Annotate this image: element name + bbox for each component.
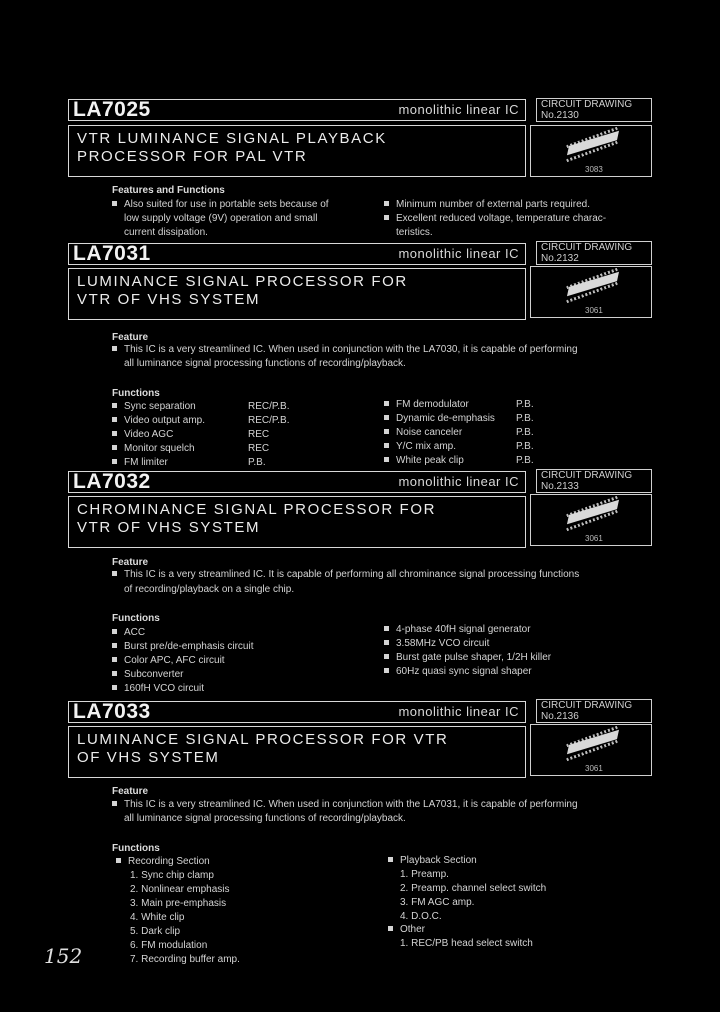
bullet-icon [112, 417, 117, 422]
la7031-function-left-mode: REC [248, 429, 270, 440]
bullet-icon [112, 571, 117, 576]
bullet-icon [384, 415, 389, 420]
la7025-title-line1: VTR LUMINANCE SIGNAL PLAYBACK [77, 130, 387, 147]
la7033-functions-heading: Functions [112, 843, 160, 854]
la7033-cd-label: CIRCUIT DRAWING [541, 700, 633, 711]
la7031-function-right-mode: P.B. [516, 399, 534, 410]
la7031-function-left: Video AGC [112, 428, 173, 442]
la7031-feature-heading: Feature [112, 332, 149, 343]
la7032-function-left: 160fH VCO circuit [112, 682, 204, 696]
bullet-icon [384, 201, 389, 206]
la7031-title-line1: LUMINANCE SIGNAL PROCESSOR FOR [77, 273, 408, 290]
la7025-circuit-drawing [536, 98, 652, 122]
la7031-function-right: Dynamic de-emphasis [384, 412, 495, 426]
bullet-icon [112, 801, 117, 806]
la7031-part-number: LA7031 [73, 242, 151, 265]
la7033-rec-item: 3. Main pre-emphasis [130, 898, 227, 909]
la7033-package [530, 724, 652, 776]
la7031-circuit-drawing [536, 241, 652, 265]
bullet-icon [112, 685, 117, 690]
la7033-package-number: 3061 [585, 764, 603, 773]
la7025-header [68, 99, 526, 121]
la7033-ic-type: monolithic linear IC [398, 704, 519, 719]
bullet-icon [388, 857, 393, 862]
la7032-function-right: Burst gate pulse shaper, 1/2H killer [384, 651, 551, 665]
la7031-title-line2: VTR OF VHS SYSTEM [77, 291, 261, 308]
bullet-icon [112, 643, 117, 648]
la7033-pb-item: 1. Preamp. [400, 869, 449, 880]
la7033-rec-item: 2. Nonlinear emphasis [130, 884, 230, 895]
la7025-section-title: Features and Functions [112, 185, 225, 196]
la7033-feature: This IC is a very streamlined IC. When used in conjunction with the LA7031, it is capable of performing [112, 798, 578, 812]
la7031-function-left: FM limiter [112, 456, 168, 470]
la7032-package [530, 494, 652, 546]
la7033-feature-heading: Feature [112, 786, 149, 797]
la7032-function-right: 4-phase 40fH signal generator [384, 623, 531, 637]
la7033-pb-item: 4. D.O.C. [400, 911, 442, 922]
bullet-icon [384, 215, 389, 220]
la7033-part-number: LA7033 [73, 700, 151, 723]
la7032-function-right: 3.58MHz VCO circuit [384, 637, 489, 651]
la7033-title-line1: LUMINANCE SIGNAL PROCESSOR FOR VTR [77, 731, 449, 748]
la7032-package-number: 3061 [585, 534, 603, 543]
la7032-circuit-drawing [536, 469, 652, 493]
la7033-rec-item: 7. Recording buffer amp. [130, 954, 240, 965]
la7031-function-left-mode: REC [248, 443, 270, 454]
la7025-title-line2: PROCESSOR FOR PAL VTR [77, 148, 308, 165]
la7032-header [68, 471, 526, 493]
la7031-function-left-mode: P.B. [248, 457, 266, 468]
la7031-function-right: White peak clip [384, 454, 464, 468]
la7031-function-left: Monitor squelch [112, 442, 195, 456]
bullet-icon [384, 401, 389, 406]
bullet-icon [112, 657, 117, 662]
la7033-feature-line2: all luminance signal processing functions of recording/playback. [124, 813, 406, 824]
la7032-function-left: ACC [112, 626, 145, 640]
bullet-icon [112, 671, 117, 676]
bullet-icon [112, 629, 117, 634]
la7033-rec-item: 6. FM modulation [130, 940, 208, 951]
la7031-cd-number: No.2132 [541, 253, 579, 264]
bullet-icon [112, 459, 117, 464]
la7031-header [68, 243, 526, 265]
bullet-icon [112, 431, 117, 436]
la7031-function-right: Noise canceler [384, 426, 462, 440]
la7033-pb-item: 3. FM AGC amp. [400, 897, 475, 908]
la7033-other-item: 1. REC/PB head select switch [400, 938, 533, 949]
la7032-title-line2: VTR OF VHS SYSTEM [77, 519, 261, 536]
la7033-rec-item: 4. White clip [130, 912, 185, 923]
la7032-title-line1: CHROMINANCE SIGNAL PROCESSOR FOR [77, 501, 437, 518]
bullet-icon [112, 403, 117, 408]
la7033-title [68, 726, 526, 778]
la7031-function-right: FM demodulator [384, 398, 469, 412]
la7025-feature-right-2: Excellent reduced voltage, temperature charac- [384, 212, 606, 226]
la7031-function-right-mode: P.B. [516, 455, 534, 466]
bullet-icon [116, 858, 121, 863]
la7025-feature-right-2-cont: teristics. [396, 227, 433, 238]
la7025-package [530, 125, 652, 177]
la7032-ic-type: monolithic linear IC [398, 474, 519, 489]
page-number: 152 [44, 944, 83, 968]
la7032-cd-label: CIRCUIT DRAWING [541, 470, 633, 481]
la7031-function-left: Sync separation [112, 400, 196, 414]
la7025-title [68, 125, 526, 177]
la7031-feature: This IC is a very streamlined IC. When used in conjunction with the LA7030, it is capable of performing [112, 343, 578, 357]
la7033-rec-item: 5. Dark clip [130, 926, 181, 937]
la7033-recording-heading: Recording Section [116, 855, 210, 869]
la7032-feature-line2: of recording/playback on a single chip. [124, 584, 295, 595]
bullet-icon [384, 640, 389, 645]
bullet-icon [384, 443, 389, 448]
la7033-pb-item: 2. Preamp. channel select switch [400, 883, 547, 894]
bullet-icon [112, 445, 117, 450]
la7032-function-right: 60Hz quasi sync signal shaper [384, 665, 532, 679]
la7025-package-number: 3083 [585, 165, 603, 174]
la7025-ic-type: monolithic linear IC [398, 102, 519, 117]
la7032-cd-number: No.2133 [541, 481, 579, 492]
la7033-cd-number: No.2136 [541, 711, 579, 722]
la7033-other-heading: Other [388, 923, 425, 937]
la7025-feature-left-line3: current dissipation. [124, 227, 208, 238]
bullet-icon [384, 429, 389, 434]
la7031-function-right-mode: P.B. [516, 441, 534, 452]
la7032-function-left: Color APC, AFC circuit [112, 654, 225, 668]
la7032-title [68, 496, 526, 548]
bullet-icon [112, 201, 117, 206]
la7031-function-left-mode: REC/P.B. [248, 415, 290, 426]
la7031-feature-line2: all luminance signal processing functions of recording/playback. [124, 358, 406, 369]
la7033-playback-heading: Playback Section [388, 854, 477, 868]
la7032-part-number: LA7032 [73, 470, 151, 493]
la7032-feature-heading: Feature [112, 557, 149, 568]
la7031-function-right-mode: P.B. [516, 413, 534, 424]
la7031-function-left-mode: REC/P.B. [248, 401, 290, 412]
la7031-package-number: 3061 [585, 306, 603, 315]
la7033-header [68, 701, 526, 723]
la7033-title-line2: OF VHS SYSTEM [77, 749, 220, 766]
la7031-ic-type: monolithic linear IC [398, 246, 519, 261]
bullet-icon [384, 626, 389, 631]
bullet-icon [388, 926, 393, 931]
la7031-title [68, 268, 526, 320]
la7032-feature: This IC is a very streamlined IC. It is capable of performing all chrominance signal processing functions [112, 568, 579, 582]
la7031-function-right: Y/C mix amp. [384, 440, 456, 454]
bullet-icon [384, 457, 389, 462]
la7031-package [530, 266, 652, 318]
la7025-feature-left-line2: low supply voltage (9V) operation and small [124, 213, 318, 224]
bullet-icon [112, 346, 117, 351]
la7025-part-number: LA7025 [73, 98, 151, 121]
la7032-functions-heading: Functions [112, 613, 160, 624]
la7025-feature-left: Also suited for use in portable sets because of [112, 198, 329, 212]
la7032-function-left: Burst pre/de-emphasis circuit [112, 640, 254, 654]
bullet-icon [384, 668, 389, 673]
la7025-cd-label: CIRCUIT DRAWING [541, 99, 633, 110]
la7032-function-left: Subconverter [112, 668, 183, 682]
la7033-circuit-drawing [536, 699, 652, 723]
bullet-icon [384, 654, 389, 659]
la7031-function-left: Video output amp. [112, 414, 205, 428]
la7025-cd-number: No.2130 [541, 110, 579, 121]
la7031-cd-label: CIRCUIT DRAWING [541, 242, 633, 253]
la7031-function-right-mode: P.B. [516, 427, 534, 438]
la7025-feature-right: Minimum number of external parts required. [384, 198, 590, 212]
la7031-functions-heading: Functions [112, 388, 160, 399]
la7033-rec-item: 1. Sync chip clamp [130, 870, 214, 881]
